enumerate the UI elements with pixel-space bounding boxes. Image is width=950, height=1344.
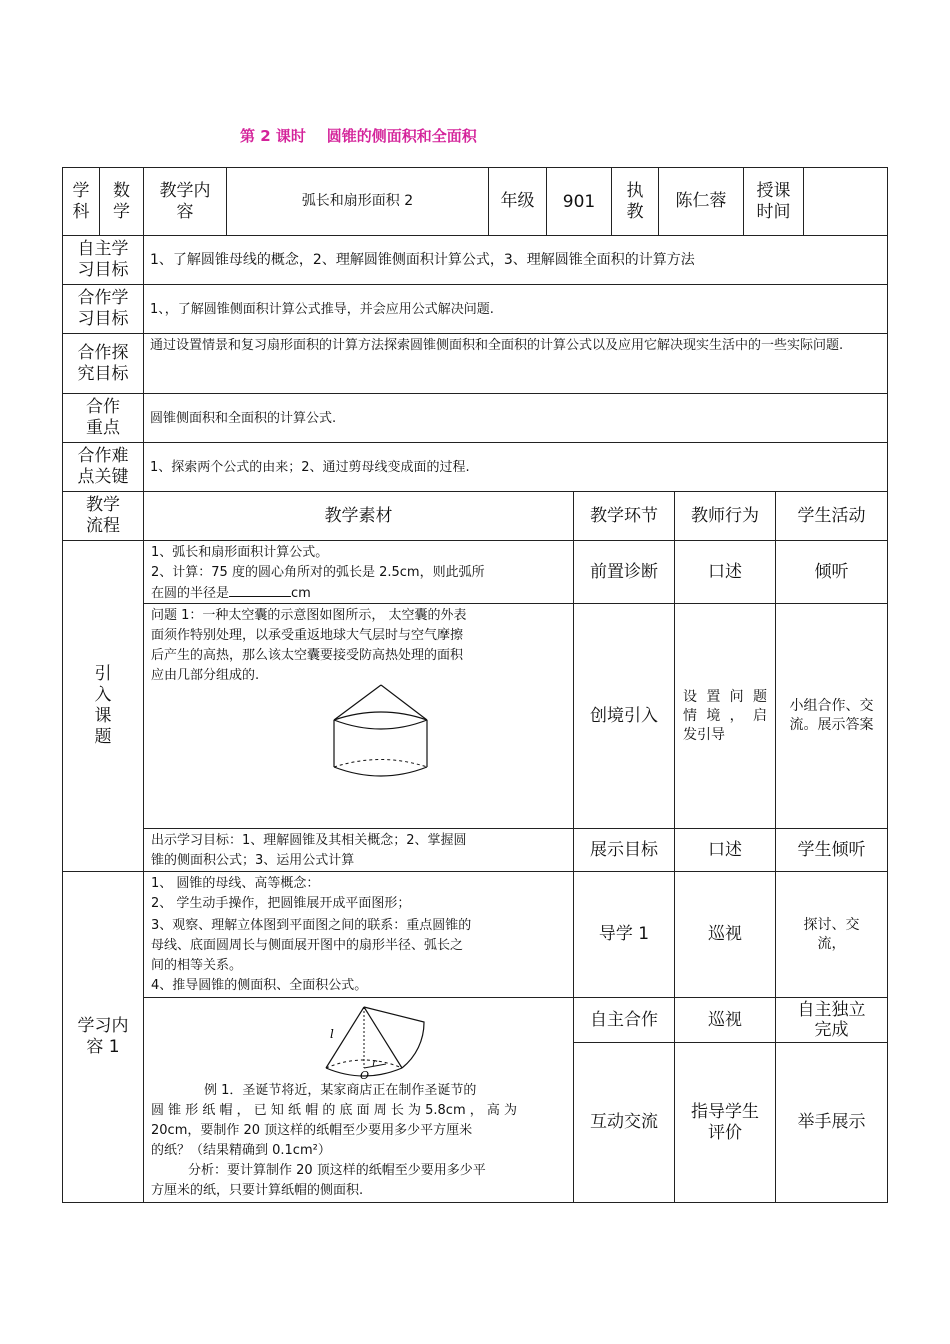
stage-guide: 导学 1 — [573, 871, 675, 998]
section-intro-label: 引入课题 — [62, 540, 144, 872]
goal-label-coop: 合作学习目标 — [62, 284, 144, 334]
label-o: O — [360, 1069, 370, 1080]
student-guide: 探讨、交流， — [775, 871, 888, 998]
teacher-goals: 口述 — [674, 828, 776, 872]
material-header: 教学素材 — [143, 491, 574, 541]
student-goals: 学生倾听 — [775, 828, 888, 872]
teacher-diagnosis: 口述 — [674, 540, 776, 604]
goal-label-self: 自主学习目标 — [62, 235, 144, 285]
student-activity-header: 学生活动 — [775, 491, 888, 541]
material-concepts: 1、 圆锥的母线、高等概念： 2、 学生动手操作，把圆锥展开成平面图形； 3、观察、理解立体图到平面图之间的联系：重点圆锥的 母线、底面圆周长与侧面展开图中的扇形半径、弧长之 间的相等关系。 4、推导圆锥的侧面积、全面积公式。 — [143, 871, 574, 998]
content-value: 弧长和扇形面积 2 — [226, 167, 489, 236]
section-content-label: 学习内容 1 — [62, 871, 144, 1203]
content-label: 教学内容 — [143, 167, 227, 236]
goal-text-difficulty: 1、探索两个公式的由来；2、通过剪母线变成面的过程. — [143, 442, 888, 492]
goal-text-coop: 1、，了解圆锥侧面积计算公式推导，并会应用公式解决问题. — [143, 284, 888, 334]
time-value — [803, 167, 888, 236]
cone-net-figure — [314, 1002, 444, 1080]
stage-header: 教学环节 — [573, 491, 675, 541]
material-diagnosis: 1、弧长和扇形面积计算公式。 2、计算：75 度的圆心角所对的弧长是 2.5cm，则此弧所 在圆的半径是 cm — [143, 540, 574, 604]
teacher-self-coop: 巡视 — [674, 997, 776, 1043]
material-scenario: 问题 1：一种太空囊的示意图如图所示， 太空囊的外表 面须作特别处理，以承受重返地球大气层时与空气摩擦 后产生的高热，那么该太空囊要接受防高热处理的面积 应由几部分组成的. — [143, 603, 574, 829]
page-title: 第 2 课时 圆锥的侧面积和全面积 — [240, 127, 477, 145]
subject-value: 数学 — [99, 167, 144, 236]
material-goals: 出示学习目标：1、理解圆锥及其相关概念；2、掌握圆 锥的侧面积公式；3、运用公式计算 — [143, 828, 574, 872]
goal-text-focus: 圆锥侧面积和全面积的计算公式. — [143, 393, 888, 443]
goal-text-explore: 通过设置情景和复习扇形面积的计算方法探索圆锥侧面积和全面积的计算公式以及应用它解决现实生活中的一些实际问题. — [143, 333, 888, 394]
label-l: l — [330, 1027, 334, 1041]
goal-text-self: 1、了解圆锥母线的概念，2、理解圆锥侧面积计算公式，3、理解圆锥全面积的计算方法 — [143, 235, 888, 285]
goal-label-focus: 合作重点 — [62, 393, 144, 443]
teacher-label: 执教 — [611, 167, 659, 236]
student-scenario: 小组合作、交流。展示答案 — [775, 603, 888, 829]
teacher-scenario: 设 置 问 题 情 境 ， 启 发引导 — [674, 603, 776, 829]
goal-label-difficulty: 合作难点关键 — [62, 442, 144, 492]
grade-value: 901 — [546, 167, 612, 236]
teacher-interact: 指导学生评价 — [674, 1042, 776, 1203]
student-self-coop: 自主独立完成 — [775, 997, 888, 1043]
stage-goals: 展示目标 — [573, 828, 675, 872]
time-label: 授课时间 — [743, 167, 804, 236]
student-interact: 举手展示 — [775, 1042, 888, 1203]
stage-self-coop: 自主合作 — [573, 997, 675, 1043]
student-diagnosis: 倾听 — [775, 540, 888, 604]
grade-label: 年级 — [488, 167, 547, 236]
subject-label: 学科 — [62, 167, 100, 236]
flow-label: 教学流程 — [62, 491, 144, 541]
teacher-action-header: 教师行为 — [674, 491, 776, 541]
goal-label-explore: 合作探究目标 — [62, 333, 144, 394]
stage-interact: 互动交流 — [573, 1042, 675, 1203]
capsule-figure — [329, 682, 449, 792]
teacher-value: 陈仁蓉 — [658, 167, 744, 236]
stage-scenario: 创境引入 — [573, 603, 675, 829]
material-example: l r O 例 1．圣诞节将近，某家商店正在制作圣诞节的 圆 锥 形 纸 帽 ， 已 知 纸 帽 的 底 面 周 长 为 5.8cm ， 高 为 20cm，要制作 20 顶这样的纸帽至少要用多少平方厘米 的纸？（结果精确到 0.1cm²） 分析：要计算制作 20 顶这样的纸帽至少要用多少平 方厘米的纸，只要计算纸帽的侧面积. — [143, 997, 574, 1203]
stage-diagnosis: 前置诊断 — [573, 540, 675, 604]
label-r: r — [372, 1058, 377, 1069]
teacher-guide: 巡视 — [674, 871, 776, 998]
